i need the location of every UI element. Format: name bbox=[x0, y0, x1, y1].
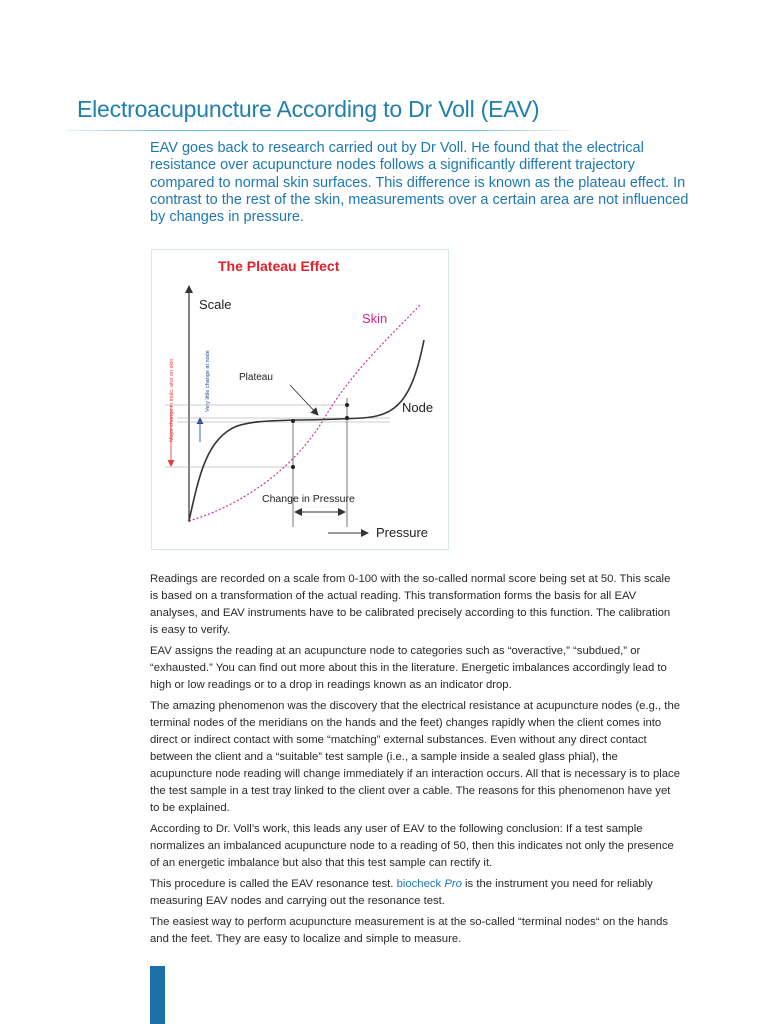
paragraph-categories: EAV assigns the reading at an acupuncture node to categories such as “overactive,” “subdued,” or “exhausted.” You can find out more about this in the literature. Energetic imbalances accordingly lead to high or low readings or to a drop in readings known as an indicator drop. bbox=[150, 645, 667, 691]
plateau-pointer bbox=[290, 385, 318, 415]
title-underline bbox=[66, 130, 571, 131]
paragraph-scale: Readings are recorded on a scale from 0-100 with the so-called normal score being set at 50. This scale is based on a transformation of the actual reading. This transformation forms the basis for all EAV analyses, and EAV instruments have to be calibrated precisely according to this function. The calibration is easy to verify. bbox=[150, 573, 671, 636]
body-text bbox=[150, 571, 680, 952]
plateau-label: Plateau bbox=[239, 372, 273, 383]
paragraph-phenomenon: The amazing phenomenon was the discovery that the electrical resistance at acupuncture nodes (e.g., the terminal nodes of the meridians on the hands and the feet) changes rapidly when the client comes into direct or indirect contact with some “matching” external substances. Even without any direct contact between the client and a “suitable” test sample (i.e., a sample inside a sealed glass phial), the acupuncture node reading will change immediately if an interaction occurs. All that is necessary is to place the test sample in a test tray linked to the client over a cable. The reasons for this phenomenon have yet to be explained. bbox=[150, 700, 681, 814]
decorative-bar bbox=[150, 966, 165, 1024]
y-axis-label: Scale bbox=[199, 297, 232, 312]
skin-point-low bbox=[291, 465, 295, 469]
pressure-change-label: Change in Pressure bbox=[262, 493, 355, 505]
x-axis-label: Pressure bbox=[376, 525, 429, 540]
skin-point-high bbox=[345, 403, 349, 407]
paragraph-terminal-nodes: The easiest way to perform acupuncture measurement is at the so-called “terminal nodes“ on the hands and the feet. They are easy to localize and simple to measure. bbox=[150, 916, 669, 945]
skin-label: Skin bbox=[362, 311, 388, 326]
plateau-effect-diagram bbox=[152, 250, 450, 551]
paragraph-conclusion: According to Dr. Voll’s work, this leads any user of EAV to the following conclusion: If a test sample normalizes an imbalanced acupuncture node to a reading of 50, then this indicates not only the presence of an energetic imbalance but also that this test sample can rectify it. bbox=[150, 823, 674, 869]
vertical-note-minor: Very little change at node bbox=[205, 350, 211, 412]
vertical-note-major: Major change in indic. ator on skin bbox=[169, 358, 175, 442]
node-point-left bbox=[291, 419, 295, 423]
resonance-text-after: is the instrument you need for reliably measuring EAV nodes and carrying out the resonance test. bbox=[150, 878, 653, 907]
brand-name: biocheck bbox=[396, 878, 445, 890]
node-label: Node bbox=[402, 400, 434, 415]
figure-title: The Plateau Effect bbox=[218, 258, 340, 274]
resonance-text-before: This procedure is called the EAV resonance test. bbox=[150, 878, 397, 890]
paragraph-resonance bbox=[150, 876, 680, 910]
plateau-effect-figure bbox=[151, 249, 449, 550]
intro-paragraph: EAV goes back to research carried out by Dr Voll. He found that the electrical resistance over acupuncture nodes follows a significantly different trajectory compared to normal skin surfaces. This difference is known as the plateau effect. In contrast to the rest of the skin, measurements over a certain area are not influenced by changes in pressure. bbox=[150, 140, 689, 226]
node-point-right bbox=[345, 416, 349, 420]
page-title: Electroacupuncture According to Dr Voll (EAV) bbox=[77, 96, 540, 122]
brand-name-pro: Pro bbox=[444, 878, 462, 890]
